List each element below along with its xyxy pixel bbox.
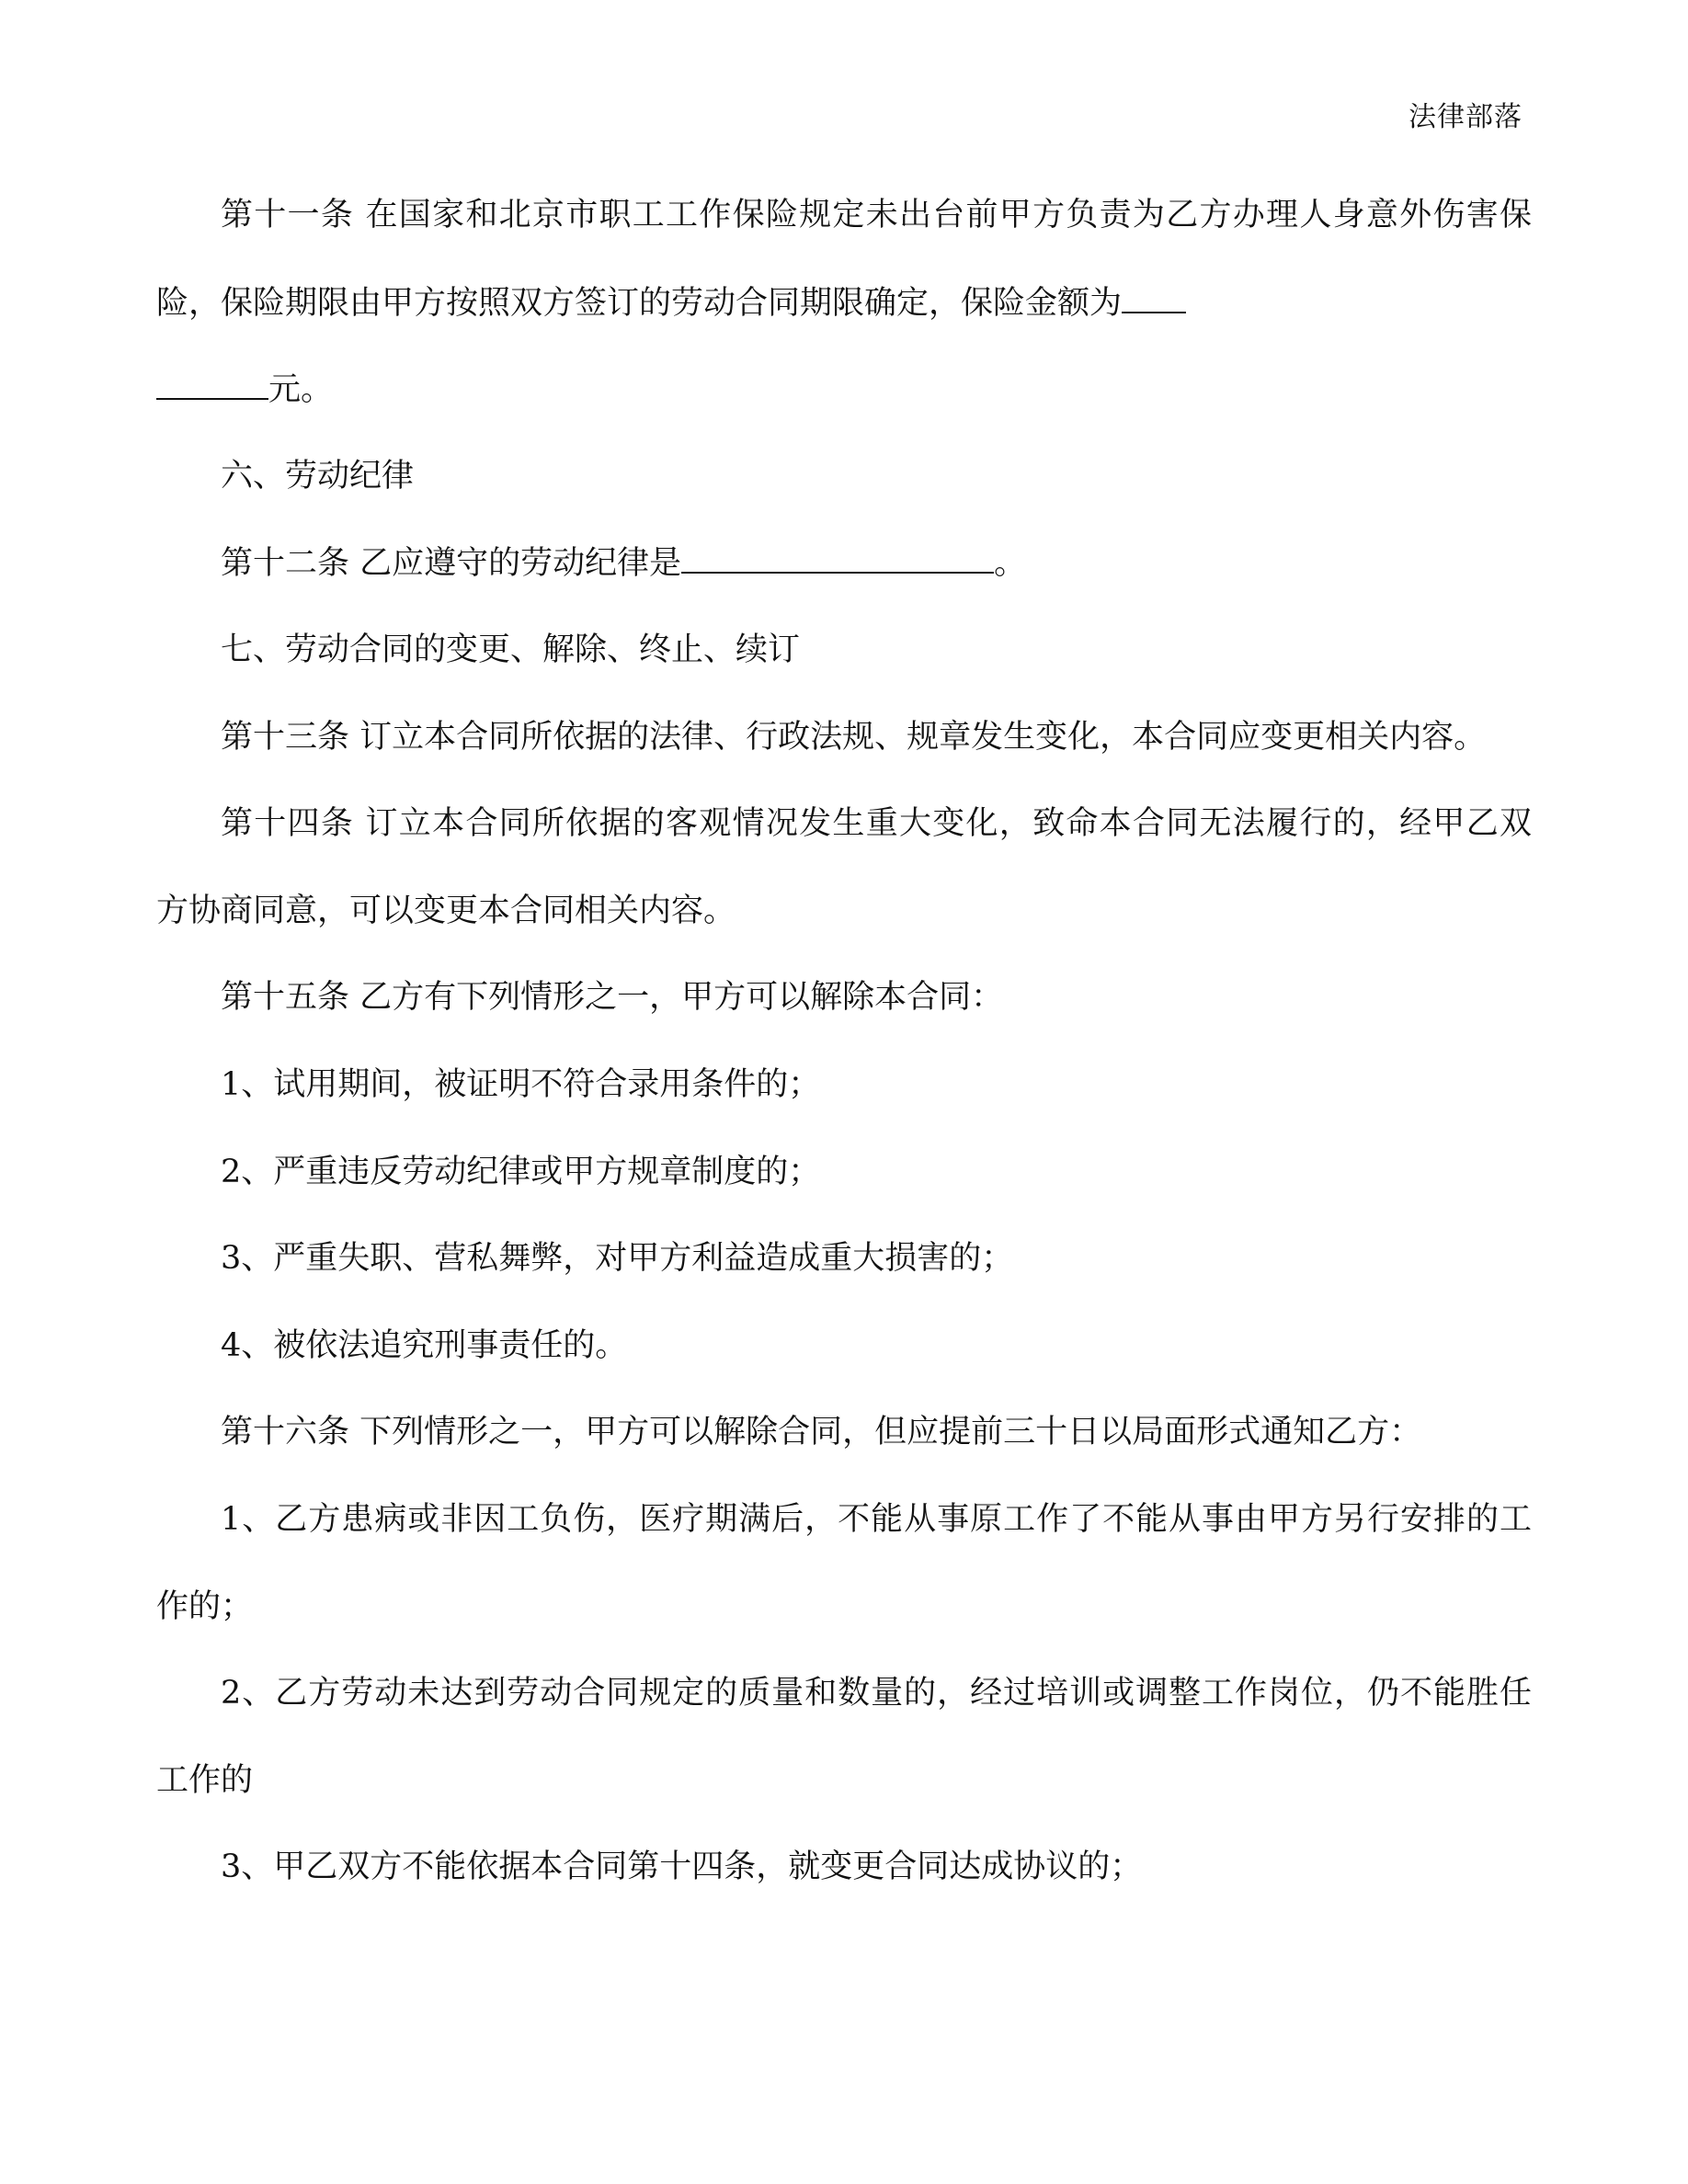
section-6-heading: 六、劳动纪律: [221, 457, 415, 495]
article-15-item-1: 1、试用期间，被证明不符合录用条件的；: [221, 1065, 821, 1103]
article-16-item-1-line-1: 1、乙方患病或非因工负伤，医疗期满后，不能从事原工作了不能从事由甲方另行安排的工: [221, 1500, 1532, 1538]
article-16-item-2-line-2: 工作的: [156, 1761, 254, 1799]
article-15-item-4: 4、被依法追究刑事责任的。: [221, 1326, 628, 1364]
article-16-item-1-line-2: 作的；: [156, 1587, 254, 1625]
article-16: 第十六条 下列情形之一，甲方可以解除合同，但应提前三十日以局面形式通知乙方：: [221, 1414, 1422, 1451]
article-14-line-1: 第十四条 订立本合同所依据的客观情况发生重大变化，致命本合同无法履行的，经甲乙双: [221, 805, 1532, 843]
article-11-line-3: 元。: [156, 367, 1532, 411]
labor-discipline-blank: [681, 540, 994, 574]
article-16-item-2-line-1: 2、乙方劳动未达到劳动合同规定的质量和数量的，经过培训或调整工作岗位，仍不能胜任: [221, 1675, 1532, 1712]
article-12: 第十二条 乙应遵守的劳动纪律是 。: [156, 540, 1532, 585]
article-15-item-2: 2、严重违反劳动纪律或甲方规章制度的；: [221, 1153, 821, 1190]
article-15-item-3: 3、严重失职、营私舞弊，对甲方利益造成重大损害的；: [221, 1240, 1014, 1278]
insurance-amount-blank-continued: [156, 367, 268, 400]
article-16-item-3: 3、甲乙双方不能依据本合同第十四条，就变更合同达成协议的；: [221, 1848, 1143, 1886]
article-13: 第十三条 订立本合同所依据的法律、行政法规、规章发生变化，本合同应变更相关内容。: [221, 718, 1487, 756]
document-body: [156, 193, 1532, 1932]
article-15: 第十五条 乙方有下列情形之一，甲方可以解除本合同：: [221, 979, 1004, 1017]
article-11-line-1: 第十一条 在国家和北京市职工工作保险规定未出台前甲方负责为乙方办理人身意外伤害保: [221, 197, 1532, 233]
header-brand: 法律部落: [1409, 101, 1523, 133]
section-7-heading: 七、劳动合同的变更、解除、终止、续订: [221, 631, 801, 668]
article-14-line-2: 方协商同意，可以变更本合同相关内容。: [156, 892, 736, 929]
insurance-amount-blank: [1122, 280, 1186, 313]
article-11-line-2: 险，保险期限由甲方按照双方签订的劳动合同期限确定，保险金额为: [156, 280, 1532, 324]
